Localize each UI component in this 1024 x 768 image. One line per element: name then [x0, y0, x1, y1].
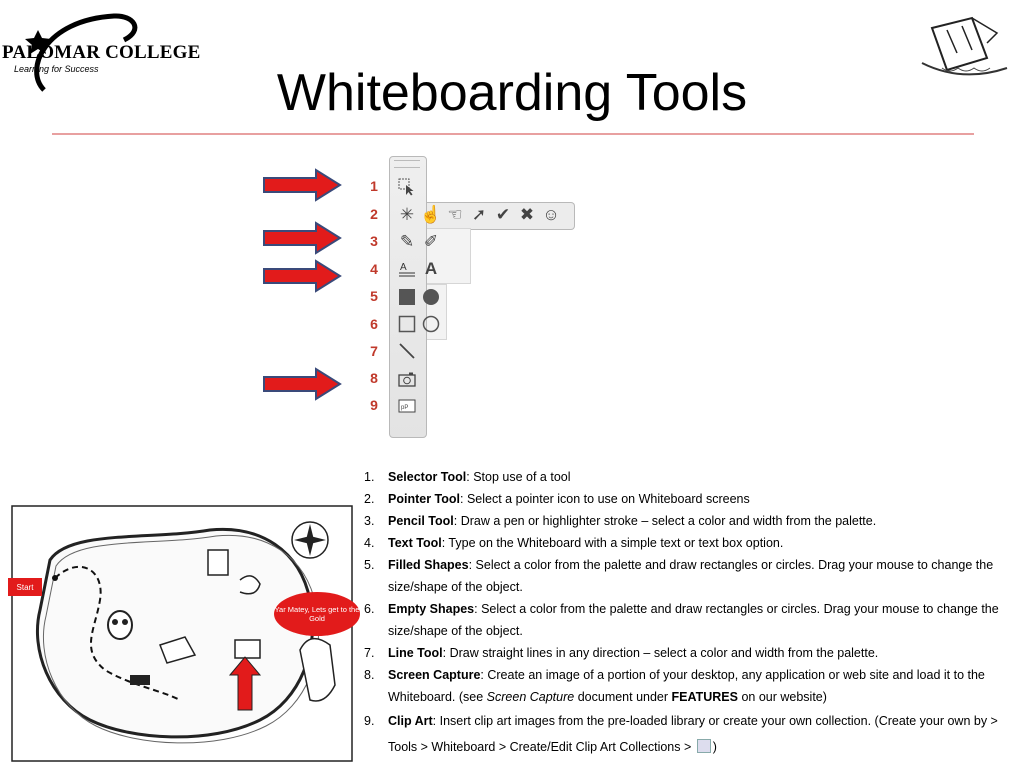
list-item: 1. Selector Tool: Stop use of a tool: [364, 470, 571, 484]
logo-text: PALOMAR COLLEGE: [2, 42, 201, 63]
list-item: 9. Clip Art: Insert clip art images from the pre-loaded library or create your own collection. (Create your own by > Tools > Whiteboard > Create/Edit Clip Art Collections > ): [364, 714, 998, 754]
smiley-pointer-icon[interactable]: ☺: [542, 205, 560, 224]
list-item: 4. Text Tool: Type on the Whiteboard with a simple text or text box option.: [364, 536, 784, 550]
list-item: 6. Empty Shapes: Select a color from the palette and draw rectangles or circles. Drag your mouse to change the size/shape of the object.: [364, 602, 999, 638]
selector-tool-icon[interactable]: [396, 176, 418, 198]
clip-art-icon[interactable]: [396, 395, 418, 417]
camera-icon[interactable]: [396, 368, 418, 390]
line-tool-icon[interactable]: [396, 340, 418, 362]
list-item: 8. Screen Capture: Create an image of a portion of your desktop, any application or web site and load it to the Whiteboard. (see Screen Capture document under FEATURES on our website): [364, 668, 985, 704]
row-number: 5: [370, 288, 378, 304]
pencil-icon[interactable]: ✎: [399, 232, 415, 251]
row-number: 8: [370, 370, 378, 386]
highlighter-icon[interactable]: ✐: [423, 232, 439, 251]
hand-pointer-left-icon[interactable]: ☜: [447, 205, 463, 224]
filled-circle-icon[interactable]: [420, 286, 442, 308]
arrow-pointer-icon[interactable]: ➚: [471, 205, 487, 224]
sinking-ship-illustration: [912, 8, 1012, 88]
row-number: 4: [370, 261, 378, 277]
row-number: 2: [370, 206, 378, 222]
text-icon[interactable]: A: [424, 259, 438, 278]
svg-text:A: A: [400, 262, 407, 273]
sparkle-pointer-icon[interactable]: ✳: [399, 205, 415, 224]
title-divider: [52, 133, 974, 135]
page-title: Whiteboarding Tools: [276, 64, 748, 122]
logo-tagline: Learning for Success: [14, 64, 99, 74]
x-mark-pointer-icon[interactable]: ✖: [519, 205, 535, 224]
row-number: 7: [370, 343, 378, 359]
row-number: 9: [370, 397, 378, 413]
tool-descriptions-list: [364, 466, 1014, 760]
pirate-speech-bubble: Yar Matey, Lets get to the Gold: [274, 592, 360, 636]
list-item: 3. Pencil Tool: Draw a pen or highlighter stroke – select a color and width from the palette.: [364, 514, 877, 528]
red-arrow-right-icon: [262, 367, 342, 401]
list-item: 5. Filled Shapes: Select a color from the palette and draw rectangles or circles. Drag your mouse to change the size/shape of the object.: [364, 558, 994, 594]
empty-circle-icon[interactable]: [420, 313, 442, 335]
empty-rectangle-icon[interactable]: [396, 313, 418, 335]
clip-art-collection-icon: [697, 739, 711, 753]
text-box-icon[interactable]: [396, 258, 418, 280]
checkmark-pointer-icon[interactable]: ✔: [495, 205, 511, 224]
row-number: 1: [370, 178, 378, 194]
list-item: 7. Line Tool: Draw straight lines in any direction – select a color and width from the palette.: [364, 646, 879, 660]
map-start-label: Start: [8, 578, 42, 596]
red-arrow-right-icon: [262, 168, 342, 202]
row-number: 6: [370, 316, 378, 332]
row-number: 3: [370, 233, 378, 249]
red-arrow-right-icon: [262, 221, 342, 255]
list-item: 2. Pointer Tool: Select a pointer icon to use on Whiteboard screens: [364, 492, 750, 506]
hand-pointer-up-icon[interactable]: ☝: [420, 205, 442, 224]
red-arrow-right-icon: [262, 259, 342, 293]
filled-rectangle-icon[interactable]: [396, 286, 418, 308]
palette-grip[interactable]: [394, 160, 420, 168]
svg-text:pP: pP: [401, 405, 409, 411]
